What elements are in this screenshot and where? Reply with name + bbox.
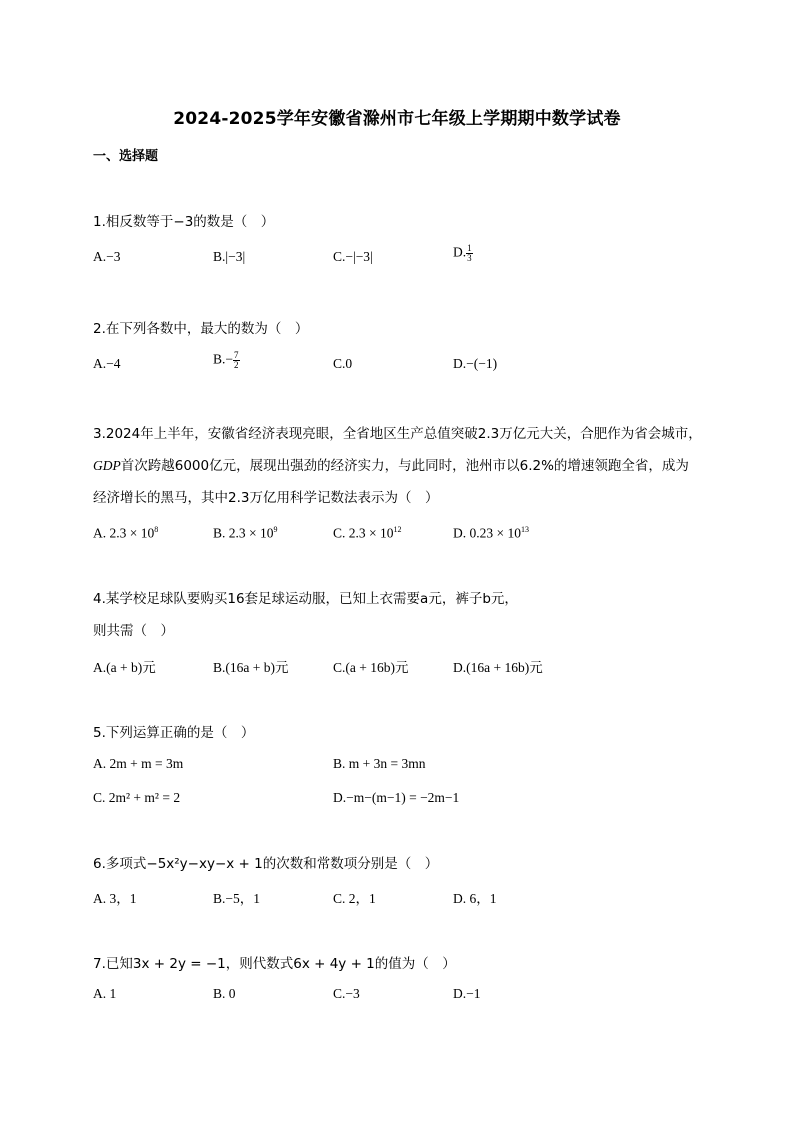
option-exponent: 8	[154, 525, 159, 534]
gdp-term: GDP	[93, 458, 121, 473]
q7-option-d: D.−1	[453, 986, 481, 1001]
q4-option-a: A.(a + b)元	[93, 660, 156, 675]
stem-line: 经济增长的黑马，其中2.3万亿用科学记数法表示为（ ）	[93, 490, 439, 506]
q5-option-a: A. 2m + m = 3m	[93, 756, 184, 771]
q2-option-d: D.−(−1)	[453, 356, 498, 371]
option-exponent: 13	[521, 525, 529, 534]
option-exponent: 9	[273, 525, 278, 534]
fraction-denominator: 3	[467, 253, 472, 263]
question-4-stem	[93, 583, 713, 647]
q7-option-c: C.−3	[333, 986, 360, 1001]
stem-line	[93, 450, 713, 482]
q6-option-d: D. 6，1	[453, 891, 497, 906]
q1-option-a: A.−3	[93, 249, 121, 264]
q3-option-d	[453, 525, 529, 542]
q4-option-c: C.(a + 16b)元	[333, 660, 409, 675]
q1-option-b: B.|−3|	[213, 249, 246, 264]
question-1-stem: 1.相反数等于−3的数是（ ）	[93, 214, 275, 230]
q1-option-d-label: D.	[453, 244, 467, 260]
option-base: D. 0.23 × 10	[453, 525, 521, 541]
q4-option-b: B.(16a + b)元	[213, 660, 289, 675]
q1-option-c: C.−|−3|	[333, 249, 373, 264]
option-base: C. 2.3 × 10	[333, 525, 394, 541]
option-base: B. 2.3 × 10	[213, 525, 274, 541]
stem-line: 3.2024年上半年，安徽省经济表现亮眼，全省地区生产总值突破2.3万亿元大关，合肥作为省会城市，	[93, 426, 702, 442]
q7-option-b: B. 0	[213, 986, 236, 1001]
section-heading: 一、选择题	[93, 149, 159, 164]
fraction-denominator: 2	[234, 360, 239, 370]
q3-option-c	[333, 525, 402, 542]
option-exponent: 12	[393, 525, 402, 534]
question-2-stem: 2.在下列各数中，最大的数为（ ）	[93, 321, 309, 337]
question-5-stem: 5.下列运算正确的是（ ）	[93, 725, 255, 741]
stem-line: 4.某学校足球队要购买16套足球运动服，已知上衣需要a元，裤子b元，	[93, 591, 518, 607]
q6-option-a: A. 3，1	[93, 891, 137, 906]
fraction	[466, 244, 473, 263]
q2-option-b	[213, 351, 240, 370]
fraction	[233, 351, 240, 370]
question-7-stem: 7.已知3x + 2y = −1，则代数式6x + 4y + 1的值为（ ）	[93, 956, 456, 972]
fraction-numerator: 1	[467, 243, 472, 253]
stem-line-text: 首次跨越6000亿元，展现出强劲的经济实力，与此同时，池州市以6.2%的增速领跑全省，成为	[120, 458, 689, 474]
option-base: A. 2.3 × 10	[93, 525, 155, 541]
q5-option-b: B. m + 3n = 3mn	[333, 756, 426, 771]
question-6-stem: 6.多项式−5x²y−xy−x + 1的次数和常数项分别是（ ）	[93, 856, 439, 872]
q2-option-b-label: B.−	[213, 351, 233, 367]
question-3-stem	[93, 418, 713, 514]
q5-option-d: D.−m−(m−1) = −2m−1	[333, 790, 460, 805]
q5-option-c: C. 2m² + m² = 2	[93, 790, 181, 805]
q7-option-a: A. 1	[93, 986, 117, 1001]
q2-option-a: A.−4	[93, 356, 121, 371]
q4-option-d: D.(16a + 16b)元	[453, 660, 543, 675]
fraction-numerator: 7	[234, 350, 239, 360]
stem-line: 则共需（ ）	[93, 623, 174, 639]
q6-option-b: B.−5，1	[213, 891, 260, 906]
q3-option-b	[213, 525, 278, 542]
q2-option-c: C.0	[333, 356, 353, 371]
q1-option-d	[453, 244, 473, 263]
q6-option-c: C. 2，1	[333, 891, 376, 906]
page-title: 2024-2025学年安徽省滁州市七年级上学期期中数学试卷	[173, 109, 621, 129]
q3-option-a	[93, 525, 158, 542]
